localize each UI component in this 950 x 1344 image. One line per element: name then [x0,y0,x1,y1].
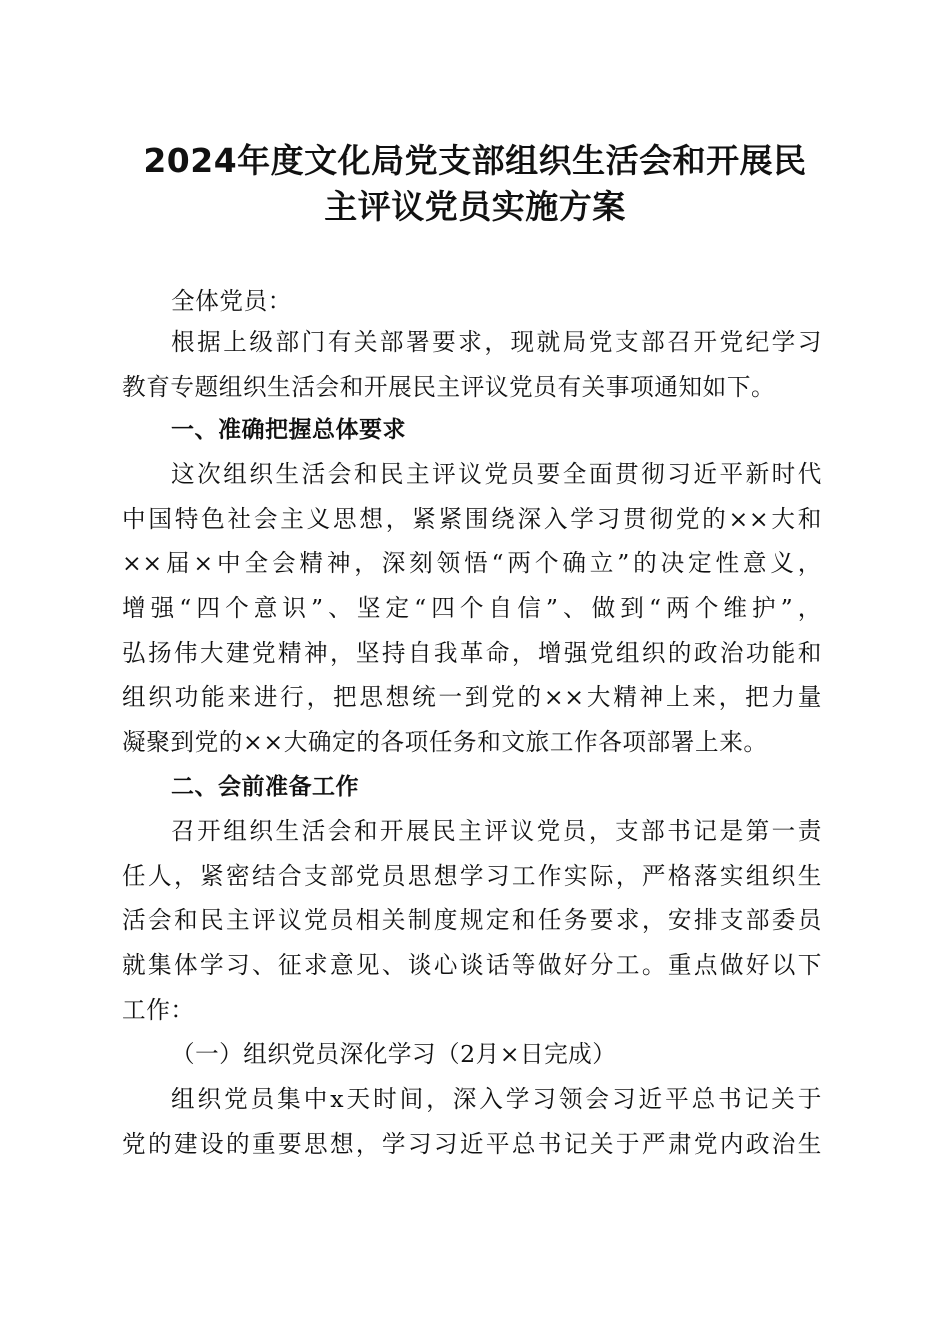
section-2-heading: 二、会前准备工作 [171,774,359,800]
document-title-line-1: 2024年度文化局党支部组织生活会和开展民 [143,141,807,180]
section-1-heading: 一、准确把握总体要求 [171,417,406,443]
section-1-line-2: 中国特色社会主义思想，紧紧围绕深入学习贯彻党的××大和 [122,505,822,533]
subsection-1-line-1: 组织党员集中x天时间，深入学习领会习近平总书记关于 [171,1085,822,1113]
section-2-line-1: 召开组织生活会和开展民主评议党员，支部书记是第一责 [171,817,822,845]
section-1-line-1: 这次组织生活会和民主评议党员要全面贯彻习近平新时代 [171,460,822,488]
section-2-line-4: 就集体学习、征求意见、谈心谈话等做好分工。重点做好以下 [122,951,822,979]
subsection-1-line-2: 党的建设的重要思想，学习习近平总书记关于严肃党内政治生 [122,1130,822,1158]
section-1-line-5: 弘扬伟大建党精神，坚持自我革命，增强党组织的政治功能和 [122,639,822,667]
section-2-line-2: 任人，紧密结合支部党员思想学习工作实际，严格落实组织生 [122,862,822,890]
section-2-line-5: 工作： [122,996,195,1024]
salutation: 全体党员： [171,287,292,315]
section-1-line-4: 增强“四个意识”、坚定“四个自信”、做到“两个维护”， [122,594,822,622]
document-title-line-2: 主评议党员实施方案 [324,187,626,226]
intro-line-2: 教育专题组织生活会和开展民主评议党员有关事项通知如下。 [122,373,776,401]
intro-line-1: 根据上级部门有关部署要求，现就局党支部召开党纪学习 [171,328,822,356]
section-1-line-7: 凝聚到党的××大确定的各项任务和文旅工作各项部署上来。 [122,728,768,756]
section-1-line-6: 组织功能来进行，把思想统一到党的××大精神上来，把力量 [122,683,822,711]
subsection-1-heading: （一）组织党员深化学习（2月×日完成） [171,1040,617,1068]
section-2-line-3: 活会和民主评议党员相关制度规定和任务要求，安排支部委员 [122,906,822,934]
section-1-line-3: ××届×中全会精神，深刻领悟“两个确立”的决定性意义， [122,549,822,577]
